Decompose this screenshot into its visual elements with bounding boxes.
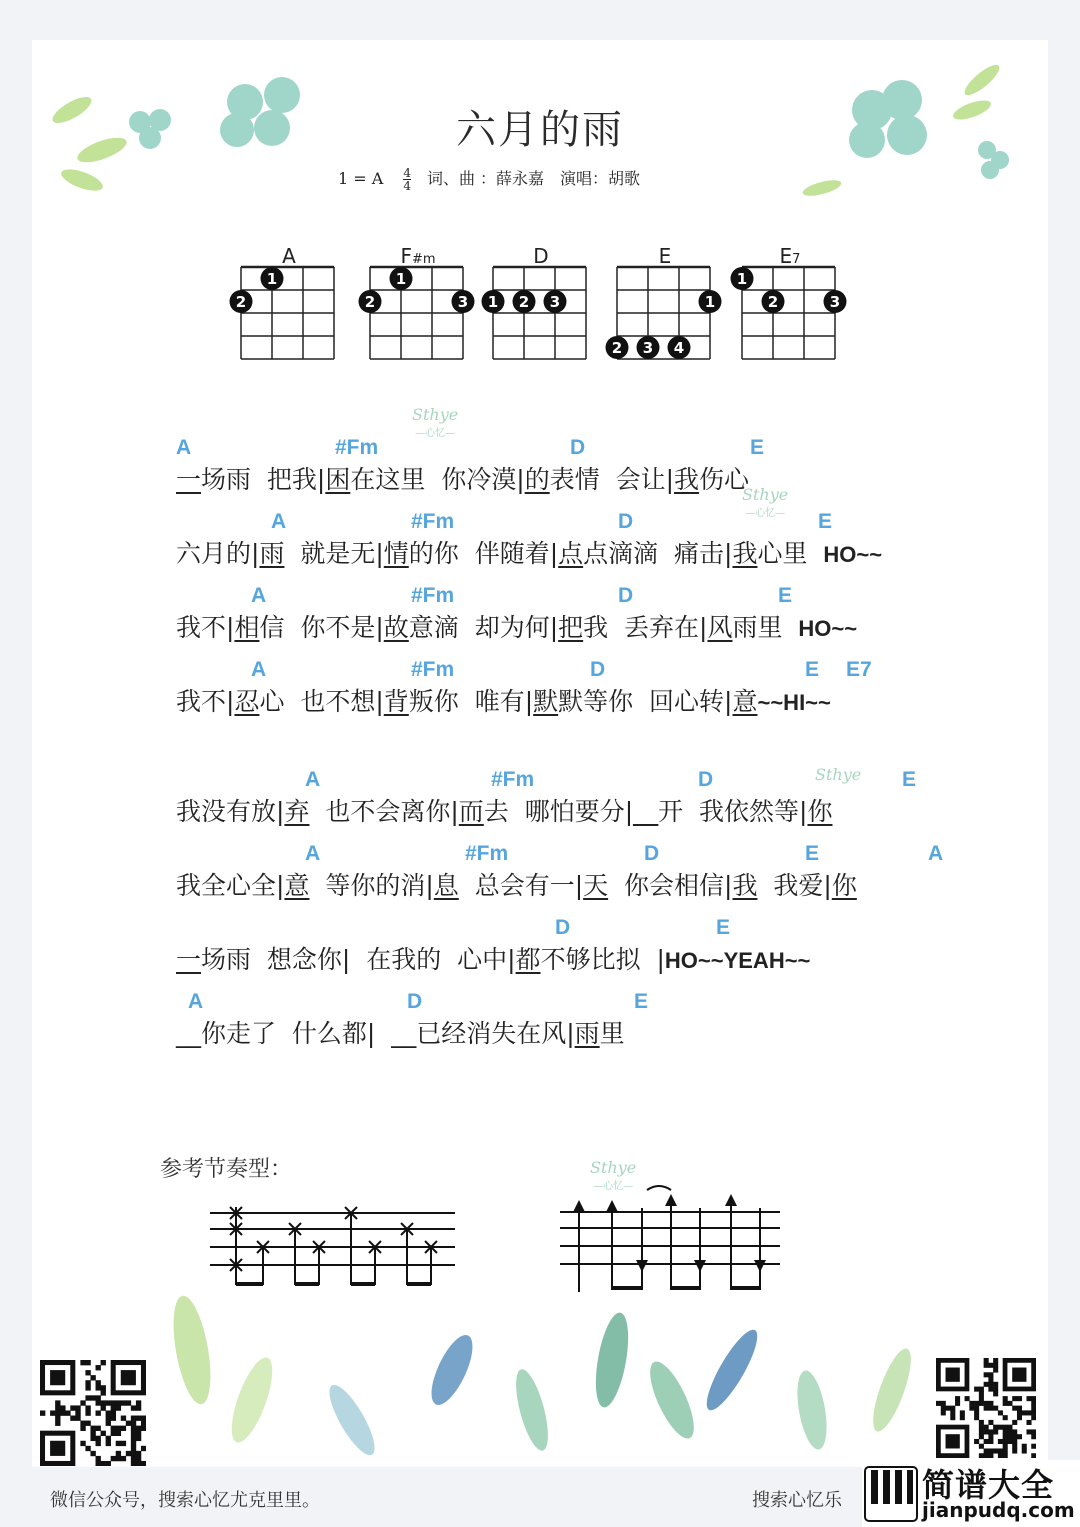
lyric-accent: 我	[732, 539, 758, 568]
chord-symbol: E	[805, 658, 820, 681]
lyric-accent: 一	[176, 465, 202, 494]
lyric-line	[0, 916, 1080, 990]
lyric-segment: 去 哪怕要分|	[483, 797, 634, 826]
lyric-segment: 我爱|	[757, 871, 832, 900]
chord-grid	[617, 267, 710, 359]
chord-symbol: D	[618, 584, 634, 607]
rhythm-label: 参考节奏型：	[160, 1157, 293, 1182]
finger-number: 2	[364, 293, 376, 311]
qr-code-left[interactable]	[40, 1360, 146, 1466]
chord-symbol: A	[188, 990, 204, 1013]
finger-number: 2	[611, 339, 623, 357]
chord-grid	[241, 267, 334, 359]
chord-symbol: A	[271, 510, 287, 533]
chord-symbol: D	[618, 510, 634, 533]
chord-symbol: E	[805, 842, 820, 865]
chord-symbol: E	[818, 510, 833, 533]
lyric-accent: 相	[234, 613, 260, 642]
chord-symbol: E	[716, 916, 731, 939]
lyric-accent: 我	[674, 465, 700, 494]
watermark-logo: Sthye —心忆—	[412, 405, 459, 439]
lyric-segment: 雨里	[732, 613, 799, 642]
chord-name-e7: E7	[779, 244, 801, 268]
chord-symbol: D	[407, 990, 423, 1013]
lyric-accent: __	[633, 797, 659, 826]
chord-name-a: A	[282, 244, 296, 268]
lyric-segment: 在这里 你冷漠|	[350, 465, 525, 494]
lyric-accent: 的	[524, 465, 550, 494]
rhythm-pattern-x	[205, 1195, 465, 1305]
brand-url: jianpudq.com	[922, 1498, 1075, 1522]
lyric-segment: 叛你 唯有|	[408, 687, 534, 716]
finger-number: 1	[266, 270, 278, 288]
chord-symbol: E	[902, 768, 917, 791]
lyric-vocalise: HO~~	[798, 616, 858, 641]
finger-number: 2	[518, 293, 530, 311]
lyric-text	[176, 792, 832, 828]
lyric-segment: 开 我依然等|	[658, 797, 808, 826]
chord-grid	[742, 267, 835, 359]
lyric-segment: 场雨 想念你| 在我的 心中|	[201, 945, 516, 974]
lyric-segment: 伤心	[699, 465, 750, 494]
lyric-line	[0, 768, 1080, 842]
lyric-segment: 我不|	[176, 613, 235, 642]
finger-number: 2	[767, 293, 779, 311]
qr-code-right[interactable]	[936, 1358, 1036, 1458]
lyric-vocalise: HO~~YEAH~~	[664, 948, 811, 973]
lyric-segment: 信 你不是|	[259, 613, 384, 642]
brand-name: 简谱大全	[922, 1466, 1055, 1504]
lyric-text	[176, 608, 857, 644]
chord-symbol: A	[176, 436, 192, 459]
lyric-accent: 弃	[284, 797, 310, 826]
piano-keys-icon	[864, 1466, 918, 1522]
lyric-segment: 点滴滴 痛击|	[583, 539, 733, 568]
chord-symbol: E	[634, 990, 649, 1013]
lyric-accent: 忍	[234, 687, 260, 716]
lyric-accent: 息	[433, 871, 459, 900]
lyric-accent: 故	[383, 613, 409, 642]
finger-number: 1	[704, 293, 716, 311]
lyric-line	[0, 842, 1080, 916]
finger-number: 3	[829, 293, 841, 311]
lyric-accent: 一	[176, 945, 202, 974]
lyric-segment: 不够比拟 |	[540, 945, 665, 974]
lyric-segment: 也不会离你|	[309, 797, 459, 826]
lyric-text	[176, 1014, 625, 1050]
footer-right-text: 搜索心忆乐	[752, 1490, 842, 1511]
lyric-line	[0, 510, 1080, 584]
site-brand[interactable]	[862, 1460, 1080, 1527]
chord-symbol: #Fm	[465, 842, 509, 865]
lyric-accent: 点	[558, 539, 584, 568]
lyric-accent: 我	[732, 871, 758, 900]
lyric-accent: 雨	[574, 1019, 600, 1048]
lyric-segment: 我全心全|	[176, 871, 285, 900]
chord-symbol: D	[555, 916, 571, 939]
watermark-logo: Sthye —心忆—	[590, 1158, 637, 1192]
watermark-logo: Sthye	[815, 765, 862, 784]
finger-number: 3	[549, 293, 561, 311]
chord-name-fsm: F#m	[400, 244, 436, 268]
lyric-segment: 就是无|	[284, 539, 384, 568]
chord-symbol: A	[928, 842, 944, 865]
finger-number: 1	[487, 293, 499, 311]
rhythm-pattern-arrows	[555, 1180, 795, 1300]
lyric-segment: __你走了 什么都| __已经消失在风|	[176, 1019, 575, 1048]
chord-symbol: D	[698, 768, 714, 791]
lyric-segment: 等你的消|	[309, 871, 434, 900]
lyric-accent: 雨	[259, 539, 285, 568]
credits: 词、曲 ：薛永嘉	[426, 169, 545, 188]
time-signature: $\frac{4}{4}$	[403, 166, 411, 193]
watermark-logo: Sthye —心忆—	[742, 485, 789, 519]
chord-symbol: E	[750, 436, 765, 459]
finger-number: 3	[457, 293, 469, 311]
lyric-segment: 心里	[757, 539, 824, 568]
lyric-segment: 场雨 把我|	[201, 465, 326, 494]
lyric-segment: 我 丢弃在|	[583, 613, 708, 642]
lyric-segment: 你会相信|	[608, 871, 733, 900]
lyric-segment: 总会有一|	[458, 871, 584, 900]
lyric-segment: 六月的|	[176, 539, 260, 568]
lyric-line	[0, 436, 1080, 510]
lyric-accent: 都	[515, 945, 541, 974]
lyric-accent: 你	[807, 797, 833, 826]
finger-number: 2	[235, 293, 247, 311]
chord-symbol: #Fm	[411, 510, 455, 533]
lyric-accent: 把	[558, 613, 584, 642]
finger-number: 3	[642, 339, 654, 357]
chord-symbol: E7	[846, 658, 872, 681]
lyric-accent: 背	[383, 687, 409, 716]
lyric-text	[176, 682, 831, 718]
lyric-segment: 里	[599, 1019, 625, 1048]
chord-name-e: E	[658, 244, 672, 268]
lyric-accent: 你	[831, 871, 857, 900]
lyric-text	[176, 940, 810, 976]
chord-grid	[493, 267, 586, 359]
lyric-segment: 我没有放|	[176, 797, 285, 826]
lyric-text	[176, 460, 749, 496]
singer: 演唱：胡歌	[560, 169, 641, 188]
chord-name-d: D	[533, 244, 549, 268]
chord-grid	[370, 267, 463, 359]
chord-symbol: A	[305, 768, 321, 791]
chord-symbol: #Fm	[411, 658, 455, 681]
chord-symbol: E	[778, 584, 793, 607]
chord-symbol: D	[590, 658, 606, 681]
chord-symbol: D	[570, 436, 586, 459]
chord-symbol: #Fm	[491, 768, 535, 791]
finger-number: 1	[736, 270, 748, 288]
chord-symbol: #Fm	[335, 436, 379, 459]
chord-diagrams	[0, 0, 1080, 400]
chord-symbol: #Fm	[411, 584, 455, 607]
lyric-accent: 情	[383, 539, 409, 568]
footer-left-text: 微信公众号，搜索心忆尤克里里。	[50, 1490, 320, 1511]
lyric-accent: 意	[732, 687, 758, 716]
chord-symbol: D	[644, 842, 660, 865]
lyric-segment: 心 也不想|	[259, 687, 384, 716]
lyric-segment: 的你 伴随着|	[408, 539, 559, 568]
lyric-accent: 而	[458, 797, 484, 826]
chord-symbol: A	[305, 842, 321, 865]
lyric-segment: 默等你 回心转|	[558, 687, 733, 716]
lyric-segment: 表情 会让|	[549, 465, 675, 494]
lyric-accent: 天	[583, 871, 609, 900]
finger-number: 4	[673, 339, 685, 357]
lyric-accent: 意	[284, 871, 310, 900]
lyric-vocalise: ~~HI~~	[757, 690, 831, 715]
key-signature: 1 = A	[338, 169, 384, 188]
chord-symbol: A	[251, 658, 267, 681]
chord-symbol: A	[251, 584, 267, 607]
finger-number: 1	[395, 270, 407, 288]
lyric-line	[0, 990, 1080, 1064]
lyric-vocalise: HO~~	[823, 542, 883, 567]
lyric-text	[176, 534, 882, 570]
lyric-accent: 默	[533, 687, 559, 716]
lyric-line	[0, 584, 1080, 658]
lyric-segment: 意滴 却为何|	[408, 613, 559, 642]
lyric-accent: 风	[707, 613, 733, 642]
song-title: 六月的雨	[456, 107, 624, 153]
lyric-segment: 我不|	[176, 687, 235, 716]
lyric-accent: 困	[325, 465, 351, 494]
lyric-line	[0, 658, 1080, 732]
lyric-text	[176, 866, 857, 902]
